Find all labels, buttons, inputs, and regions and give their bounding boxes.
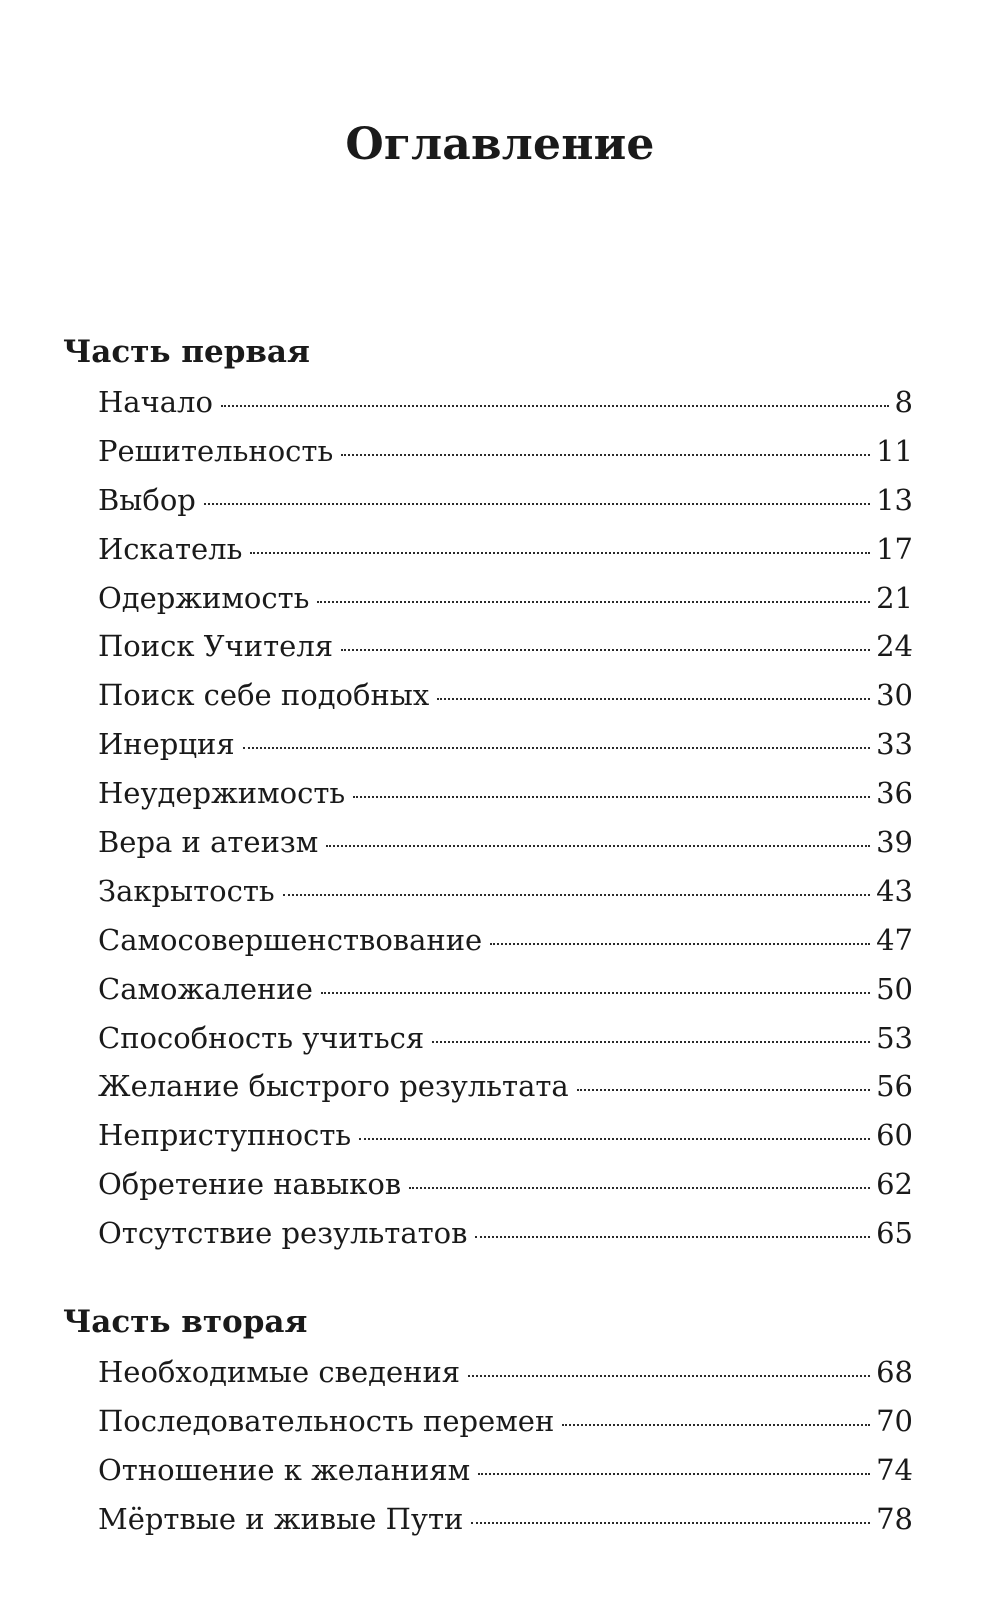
entry-title: Обретение навыков	[98, 1167, 402, 1202]
entry-page-number: 24	[876, 629, 913, 664]
entry-title: Выбор	[98, 482, 196, 517]
entry-title: Последовательность перемен	[98, 1403, 555, 1438]
entry-title: Отношение к желаниям	[98, 1452, 471, 1487]
entry-title: Инерция	[98, 727, 235, 762]
dot-leader	[478, 1473, 870, 1475]
entry-page-number: 60	[876, 1118, 913, 1153]
toc-entry	[98, 622, 913, 671]
entry-page-number: 68	[876, 1355, 913, 1389]
toc-entry	[98, 476, 913, 525]
toc-entry	[98, 1397, 913, 1446]
toc-entry	[98, 1111, 913, 1160]
dot-leader	[577, 1089, 870, 1091]
toc-part-1	[63, 330, 913, 1258]
entry-title: Поиск Учителя	[98, 629, 334, 664]
toc-entry	[98, 1209, 913, 1258]
toc-entry	[98, 720, 913, 769]
page-title: Оглавление	[345, 119, 655, 170]
dot-leader	[437, 698, 870, 700]
entry-page-number: 8	[894, 385, 913, 419]
entry-page-number: 47	[876, 922, 913, 957]
toc-entry	[98, 867, 913, 916]
toc-entry	[98, 427, 913, 476]
dot-leader	[317, 601, 870, 603]
dot-leader	[283, 894, 870, 896]
toc-entry	[98, 1348, 913, 1397]
entry-title: Неудержимость	[98, 776, 346, 811]
dot-leader	[490, 943, 870, 945]
entry-page-number: 17	[876, 531, 913, 566]
entry-title: Саможаление	[98, 971, 313, 1006]
entry-title: Решительность	[98, 433, 334, 468]
entry-title: Отсутствие результатов	[98, 1216, 468, 1251]
entry-title: Одержимость	[98, 580, 310, 615]
toc-entry	[98, 671, 913, 720]
dot-leader	[468, 1375, 870, 1377]
toc-entry	[98, 916, 913, 965]
entry-title: Способность учиться	[98, 1020, 425, 1055]
entry-page-number: 70	[876, 1403, 913, 1438]
dot-leader	[353, 796, 870, 798]
toc-entry-list	[63, 1348, 913, 1544]
entry-title: Поиск себе подобных	[98, 678, 430, 713]
toc-entry	[98, 1495, 913, 1544]
entry-title: Неприступность	[98, 1118, 352, 1153]
toc-part-2	[63, 1300, 913, 1544]
entry-page-number: 65	[876, 1216, 913, 1251]
toc-entry	[98, 525, 913, 574]
toc-entry	[98, 769, 913, 818]
entry-title: Вера и атеизм	[98, 825, 319, 860]
toc-entry	[98, 818, 913, 867]
toc-entry	[98, 1014, 913, 1063]
entry-page-number: 30	[876, 678, 913, 713]
entry-title: Самосовершенствование	[98, 922, 483, 957]
entry-page-number: 50	[876, 971, 913, 1006]
entry-page-number: 74	[876, 1452, 913, 1487]
dot-leader	[221, 405, 889, 407]
dot-leader	[359, 1138, 870, 1140]
toc-entry-list	[63, 378, 913, 1258]
entry-title: Начало	[98, 385, 213, 419]
dot-leader	[250, 552, 870, 554]
toc-entry	[98, 574, 913, 623]
entry-title: Искатель	[98, 531, 243, 566]
entry-page-number: 62	[876, 1167, 913, 1202]
entry-page-number: 53	[876, 1020, 913, 1055]
dot-leader	[475, 1236, 870, 1238]
dot-leader	[326, 845, 870, 847]
entry-page-number: 13	[876, 482, 913, 517]
dot-leader	[562, 1424, 870, 1426]
dot-leader	[409, 1187, 870, 1189]
entry-page-number: 39	[876, 825, 913, 860]
dot-leader	[204, 503, 870, 505]
toc-entry	[98, 1446, 913, 1495]
toc-entry	[98, 1160, 913, 1209]
entry-title: Мёртвые и живые Пути	[98, 1501, 464, 1536]
part-heading: Часть первая	[63, 334, 310, 370]
toc-entry	[98, 378, 913, 427]
entry-title: Желание быстрого результата	[98, 1069, 569, 1104]
entry-page-number: 78	[876, 1501, 913, 1536]
dot-leader	[432, 1041, 870, 1043]
entry-page-number: 33	[876, 727, 913, 762]
dot-leader	[321, 992, 870, 994]
entry-page-number: 56	[876, 1069, 913, 1104]
toc-entry	[98, 1062, 913, 1111]
dot-leader	[341, 649, 870, 651]
entry-page-number: 36	[876, 776, 913, 811]
entry-title: Закрытость	[98, 873, 275, 908]
entry-page-number: 43	[876, 873, 913, 908]
entry-title: Необходимые сведения	[98, 1355, 461, 1389]
toc-entry	[98, 965, 913, 1014]
part-heading: Часть вторая	[63, 1304, 308, 1340]
dot-leader	[341, 454, 870, 456]
entry-page-number: 21	[876, 580, 913, 615]
dot-leader	[471, 1522, 870, 1524]
entry-page-number: 11	[876, 433, 913, 468]
dot-leader	[243, 747, 870, 749]
